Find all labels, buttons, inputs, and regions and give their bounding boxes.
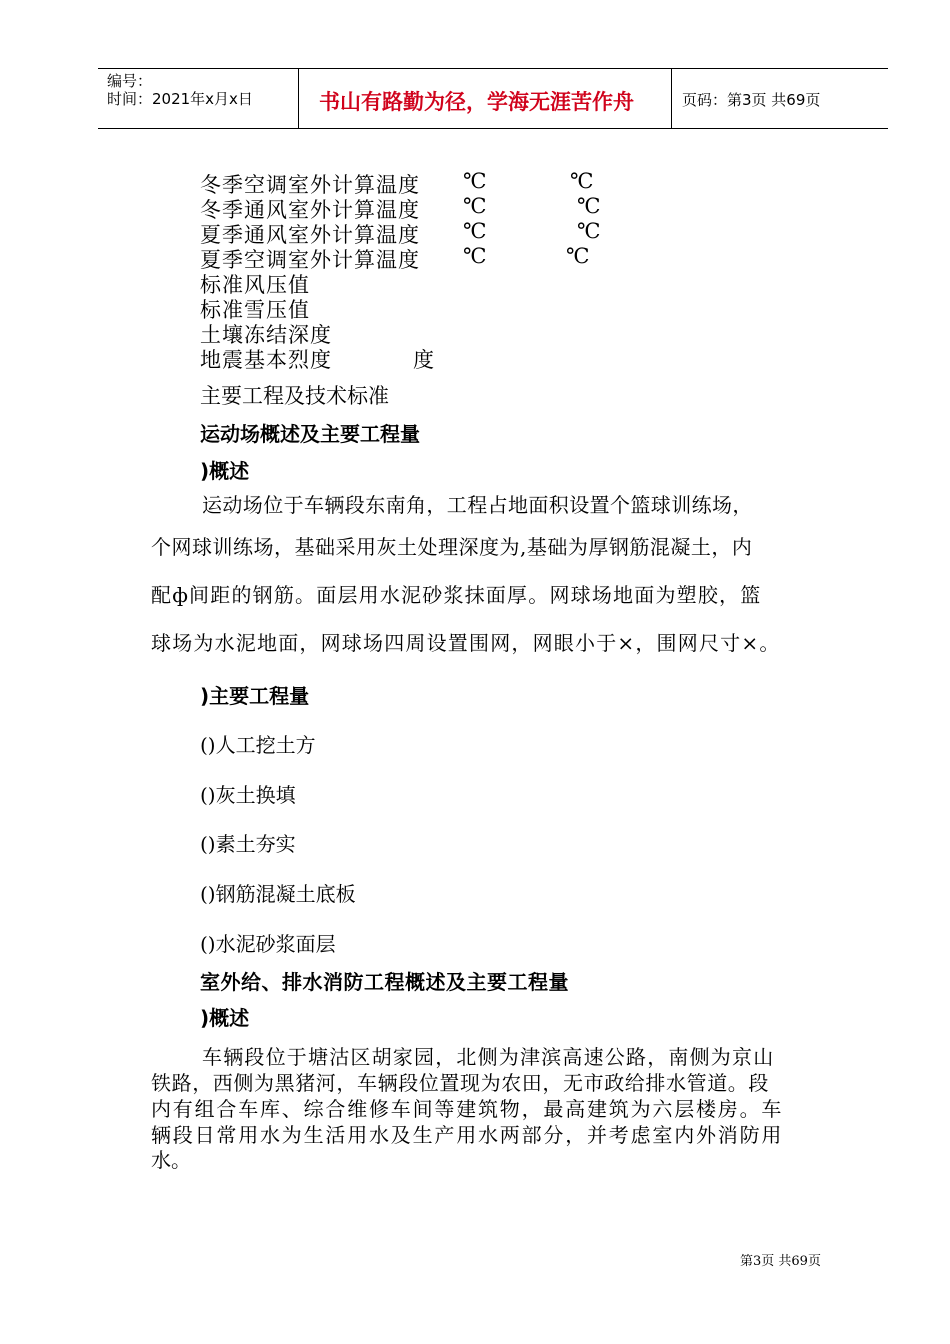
water-heading: 室外给、排水消防工程概述及主要工程量 [200, 970, 569, 994]
climate-label: 夏季空调室外计算温度 [200, 248, 420, 272]
water-paragraph-line: 水。 [151, 1148, 191, 1172]
climate-label: 标准雪压值 [200, 298, 310, 322]
quantity-list-item: ()水泥砂浆面层 [200, 932, 336, 956]
sport-overview-label: )概述 [200, 459, 250, 483]
climate-label: 冬季通风室外计算温度 [200, 198, 420, 222]
climate-label: 地震基本烈度 [200, 348, 332, 372]
water-paragraph-line: 内有组合车库、综合维修车间等建筑物，最高建筑为六层楼房。车 [151, 1097, 784, 1121]
quantity-list-item: ()钢筋混凝土底板 [200, 882, 356, 906]
sport-quantity-label: )主要工程量 [200, 684, 310, 708]
header-motto: 书山有路勤为径，学海无涯苦作舟 [319, 90, 634, 114]
quantity-list-item: ()灰土换填 [200, 783, 296, 807]
header-time: 时间：2021年x月x日 [107, 90, 253, 108]
climate-label: 夏季通风室外计算温度 [200, 223, 420, 247]
section-heading-main: 主要工程及技术标准 [200, 384, 389, 408]
sport-heading: 运动场概述及主要工程量 [200, 422, 420, 446]
sport-paragraph-line: 球场为水泥地面，网球场四周设置围网，网眼小于×，围网尺寸×。 [151, 631, 781, 655]
water-paragraph-line: 铁路，西侧为黑猪河，车辆段位置现为农田，无市政给排水管道。段 [151, 1071, 769, 1095]
header-top-rule [98, 68, 888, 69]
climate-unit: ℃ [463, 194, 488, 218]
climate-label: 冬季空调室外计算温度 [200, 173, 420, 197]
quantity-list-item: ()素土夯实 [200, 832, 296, 856]
water-paragraph-line: 车辆段位于塘沽区胡家园，北侧为津滨高速公路，南侧为京山 [202, 1045, 775, 1069]
climate-unit: ℃ [577, 219, 602, 243]
climate-unit: ℃ [570, 169, 595, 193]
climate-unit: ℃ [566, 244, 591, 268]
sport-paragraph-line: 配ф间距的钢筋。面层用水泥砂浆抹面厚。网球场地面为塑胶，篮 [151, 583, 762, 607]
header-code-label: 编号： [107, 72, 153, 90]
header-divider-left [298, 69, 299, 129]
header-page-info: 页码：第3页 共69页 [682, 91, 821, 109]
footer-page-number: 第3页 共69页 [740, 1254, 821, 1269]
water-paragraph-line: 辆段日常用水为生活用水及生产用水两部分，并考虑室内外消防用 [151, 1123, 784, 1147]
climate-unit: ℃ [577, 194, 602, 218]
water-overview-label: )概述 [200, 1006, 250, 1030]
climate-unit: ℃ [463, 169, 488, 193]
header-bottom-rule [98, 128, 888, 129]
climate-label: 土壤冻结深度 [200, 323, 332, 347]
climate-unit: 度 [413, 348, 435, 372]
climate-unit: ℃ [463, 244, 488, 268]
sport-paragraph-line: 个网球训练场，基础采用灰土处理深度为,基础为厚钢筋混凝土，内 [151, 535, 753, 559]
quantity-list-item: ()人工挖土方 [200, 733, 316, 757]
climate-label: 标准风压值 [200, 273, 310, 297]
sport-paragraph-line: 运动场位于车辆段东南角，工程占地面积设置个篮球训练场， [202, 493, 753, 517]
header-divider-right [671, 69, 672, 129]
climate-unit: ℃ [463, 219, 488, 243]
